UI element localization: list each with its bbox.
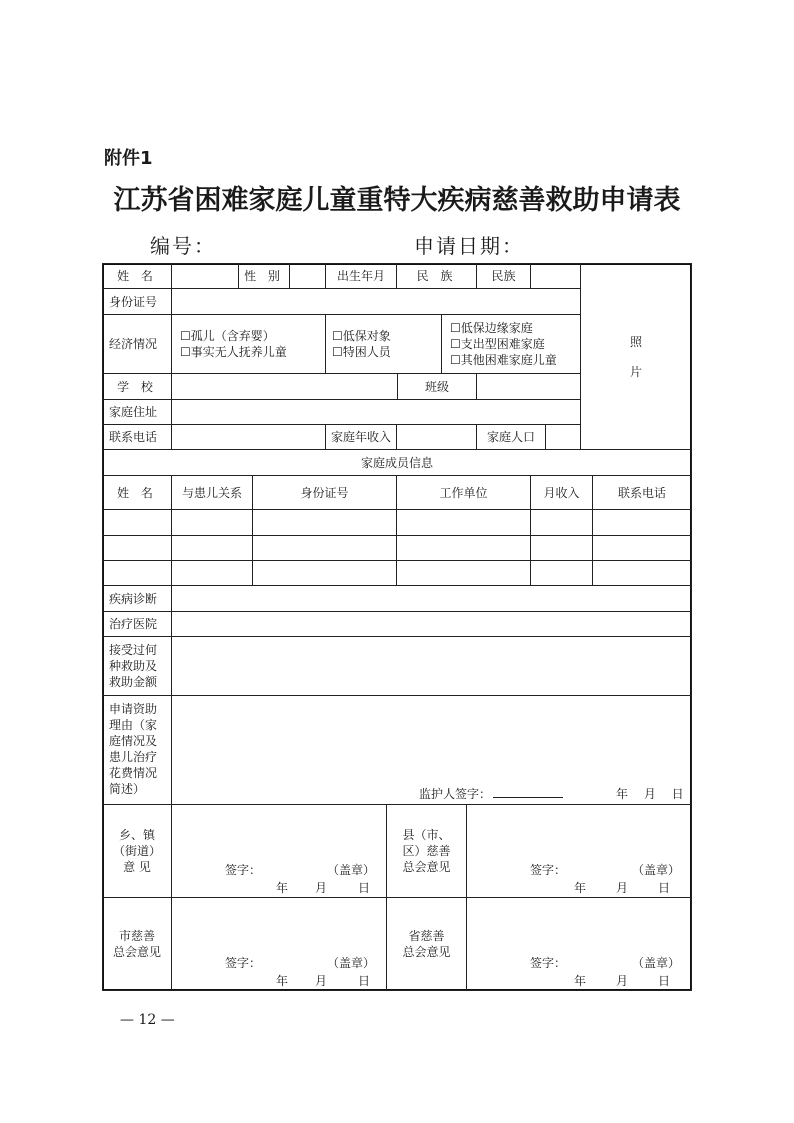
county-seal-label: （盖章） (632, 863, 681, 877)
province-opinion-line: 省慈善 (408, 929, 445, 943)
address-label: 家庭住址 (102, 399, 172, 425)
family-col-name: 姓 名 (102, 475, 172, 510)
county-opinion-label (386, 804, 467, 898)
family-cell[interactable] (171, 560, 253, 586)
family-cell[interactable] (396, 535, 531, 561)
county-opinion-line: 总会意见 (402, 860, 451, 874)
guardian-signature[interactable] (419, 785, 563, 802)
family-cell[interactable] (102, 509, 172, 536)
photo-label-2: 片 (629, 364, 642, 379)
family-col-employer: 工作单位 (396, 475, 531, 510)
option-destitute[interactable]: ☐特困人员 (332, 345, 391, 359)
prior-aid-label (102, 636, 172, 696)
city-year: 年 (276, 974, 289, 988)
family-cell[interactable] (102, 535, 172, 561)
family-cell[interactable] (592, 509, 692, 536)
gender-label: 性 别 (238, 263, 290, 289)
birth-label: 出生年月 (325, 263, 397, 289)
number-label: 编号： (150, 234, 216, 258)
province-year: 年 (574, 974, 587, 988)
nation-label-2: 民族 (476, 263, 531, 289)
town-seal-label: （盖章） (327, 863, 376, 877)
nation-label: 民 族 (396, 263, 477, 289)
reason-line: 理由（家 (109, 718, 158, 732)
city-day: 日 (358, 974, 371, 988)
family-cell[interactable] (252, 560, 397, 586)
family-cell[interactable] (396, 509, 531, 536)
option-other[interactable]: ☐其他困难家庭儿童 (450, 353, 557, 367)
hospital-label: 治疗医院 (102, 611, 172, 637)
family-cell[interactable] (530, 560, 593, 586)
id-number-field[interactable] (171, 288, 581, 315)
name-field[interactable] (171, 263, 239, 289)
county-sign-label: 签字： (530, 863, 567, 877)
school-label: 学 校 (102, 373, 172, 400)
city-opinion-line: 总会意见 (112, 945, 161, 959)
family-members-title: 家庭成员信息 (102, 449, 692, 476)
prior-aid-line: 种救助及 (109, 659, 158, 673)
family-cell[interactable] (252, 509, 397, 536)
family-cell[interactable] (252, 535, 397, 561)
county-year: 年 (574, 881, 587, 895)
prior-aid-line: 接受过何 (109, 643, 158, 657)
form-title: 江苏省困难家庭儿童重特大疾病慈善救助申请表 (113, 185, 681, 216)
city-month: 月 (315, 974, 328, 988)
class-label: 班级 (397, 373, 477, 400)
town-opinion-line: 意 见 (123, 860, 151, 874)
economic-group-1[interactable] (171, 314, 326, 374)
reason-line: 申请资助 (109, 702, 158, 716)
reason-line: 庭情况及 (109, 734, 158, 748)
gender-field[interactable] (289, 263, 326, 289)
family-cell[interactable] (171, 509, 253, 536)
diagnosis-field[interactable] (171, 585, 692, 612)
household-size-field[interactable] (545, 424, 581, 450)
city-opinion-line: 市慈善 (118, 929, 155, 943)
attachment-label: 附件1 (104, 148, 153, 169)
family-col-phone: 联系电话 (592, 475, 692, 510)
option-subsistence[interactable]: ☐低保对象 (332, 329, 391, 343)
town-year: 年 (276, 881, 289, 895)
county-day: 日 (658, 881, 671, 895)
town-opinion-line: （街道） (112, 844, 161, 858)
page-number: — 12 — (120, 1012, 175, 1028)
prior-aid-line: 救助金额 (109, 675, 158, 689)
hospital-field[interactable] (171, 611, 692, 637)
class-field[interactable] (476, 373, 581, 400)
economic-status-label: 经济情况 (102, 314, 172, 374)
city-seal-label: （盖章） (327, 956, 376, 970)
option-expenditure[interactable]: ☐支出型困难家庭 (450, 337, 545, 351)
town-month: 月 (315, 881, 328, 895)
family-col-id: 身份证号 (252, 475, 397, 510)
name-label: 姓 名 (102, 263, 172, 289)
family-cell[interactable] (530, 509, 593, 536)
phone-field[interactable] (171, 424, 326, 450)
household-size-label: 家庭人口 (476, 424, 546, 450)
reason-line: 花费情况 (109, 766, 158, 780)
family-col-income: 月收入 (530, 475, 593, 510)
option-orphan[interactable]: ☐孤儿（含弃婴） (180, 329, 275, 343)
family-col-relation: 与患儿关系 (171, 475, 253, 510)
city-sign-label: 签字： (225, 956, 262, 970)
application-date-label: 申请日期： (414, 234, 524, 258)
address-field[interactable] (171, 399, 581, 425)
family-cell[interactable] (592, 560, 692, 586)
province-opinion-line: 总会意见 (402, 945, 451, 959)
town-sign-label: 签字： (225, 863, 262, 877)
photo-label-1: 照 (629, 334, 642, 349)
family-cell[interactable] (171, 535, 253, 561)
diagnosis-label: 疾病诊断 (102, 585, 172, 612)
school-field[interactable] (171, 373, 398, 400)
reason-label (102, 695, 172, 805)
reason-line: 患儿治疗 (109, 750, 158, 764)
province-seal-label: （盖章） (632, 956, 681, 970)
economic-group-3[interactable] (441, 314, 581, 374)
id-number-label: 身份证号 (102, 288, 172, 315)
guardian-date: 年 月 日 (616, 787, 684, 801)
nation-field[interactable] (530, 263, 581, 289)
province-month: 月 (616, 974, 629, 988)
guardian-signature-line[interactable] (493, 787, 563, 798)
family-cell[interactable] (530, 535, 593, 561)
family-cell[interactable] (396, 560, 531, 586)
option-marginal[interactable]: ☐低保边缘家庭 (450, 321, 533, 335)
photo-box[interactable] (580, 263, 692, 450)
prior-aid-field[interactable] (171, 636, 692, 696)
city-opinion-label (102, 897, 172, 991)
province-sign-label: 签字： (530, 956, 567, 970)
annual-income-label: 家庭年收入 (325, 424, 397, 450)
town-opinion-label (102, 804, 172, 898)
province-day: 日 (658, 974, 671, 988)
reason-line: 简述） (109, 782, 146, 796)
family-cell[interactable] (592, 535, 692, 561)
town-day: 日 (358, 881, 371, 895)
phone-label: 联系电话 (102, 424, 172, 450)
county-opinion-line: 县（市、 (402, 828, 451, 842)
county-month: 月 (616, 881, 629, 895)
economic-group-2[interactable] (325, 314, 442, 374)
guardian-signature-label: 监护人签字： (419, 787, 492, 801)
annual-income-field[interactable] (396, 424, 477, 450)
option-unsupported-child[interactable]: ☐事实无人抚养儿童 (180, 345, 287, 359)
county-opinion-line: 区）慈善 (402, 844, 451, 858)
province-opinion-label (386, 897, 467, 991)
family-cell[interactable] (102, 560, 172, 586)
town-opinion-line: 乡、镇 (118, 828, 155, 842)
